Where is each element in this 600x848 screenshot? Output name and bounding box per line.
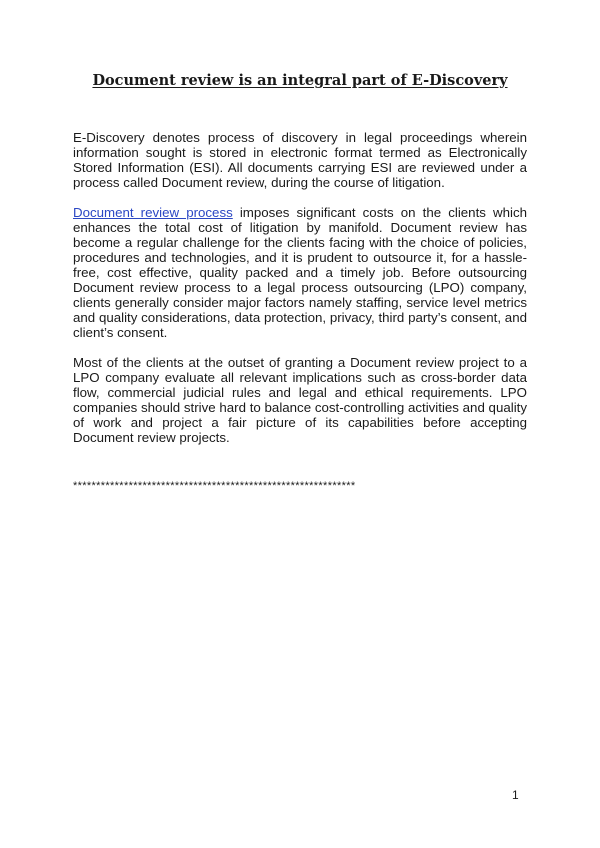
asterisk-separator: ************************************************************* — [73, 480, 356, 492]
paragraph-client-evaluation: Most of the clients at the outset of granting a Document review project to a LPO company evaluate all relevant implications such as cross-border data flow, commercial judicial rules and legal and ethical requirements. LPO companies should strive hard to balance cost-controlling activities and quality of work and project a fair picture of its capabilities before accepting Document review projects. — [73, 355, 527, 445]
document-body — [73, 130, 527, 460]
paragraph-document-review-costs-text: imposes significant costs on the clients which enhances the total cost of litigation by manifold. Document review has become a regular challenge for the clients facing with the choice of policies, procedures and technologies, and it is prudent to outsource it, for a hassle-free, cost effective, quality packed and a timely job. Before outsourcing Document review process to a legal process outsourcing (LPO) company, clients generally consider major factors namely staffing, service level metrics and quality considerations, data protection, privacy, third party’s consent, and client’s consent. — [73, 205, 527, 340]
document-review-process-link[interactable]: Document review process — [73, 205, 233, 220]
paragraph-ediscovery-definition: E-Discovery denotes process of discovery in legal proceedings wherein information sought is stored in electronic format termed as Electronically Stored Information (ESI). All documents carrying ESI are reviewed under a process called Document review, during the course of litigation. — [73, 130, 527, 190]
paragraph-document-review-costs — [73, 205, 527, 340]
document-title: Document review is an integral part of E-Discovery — [92, 72, 508, 89]
page-number: 1 — [512, 788, 519, 802]
